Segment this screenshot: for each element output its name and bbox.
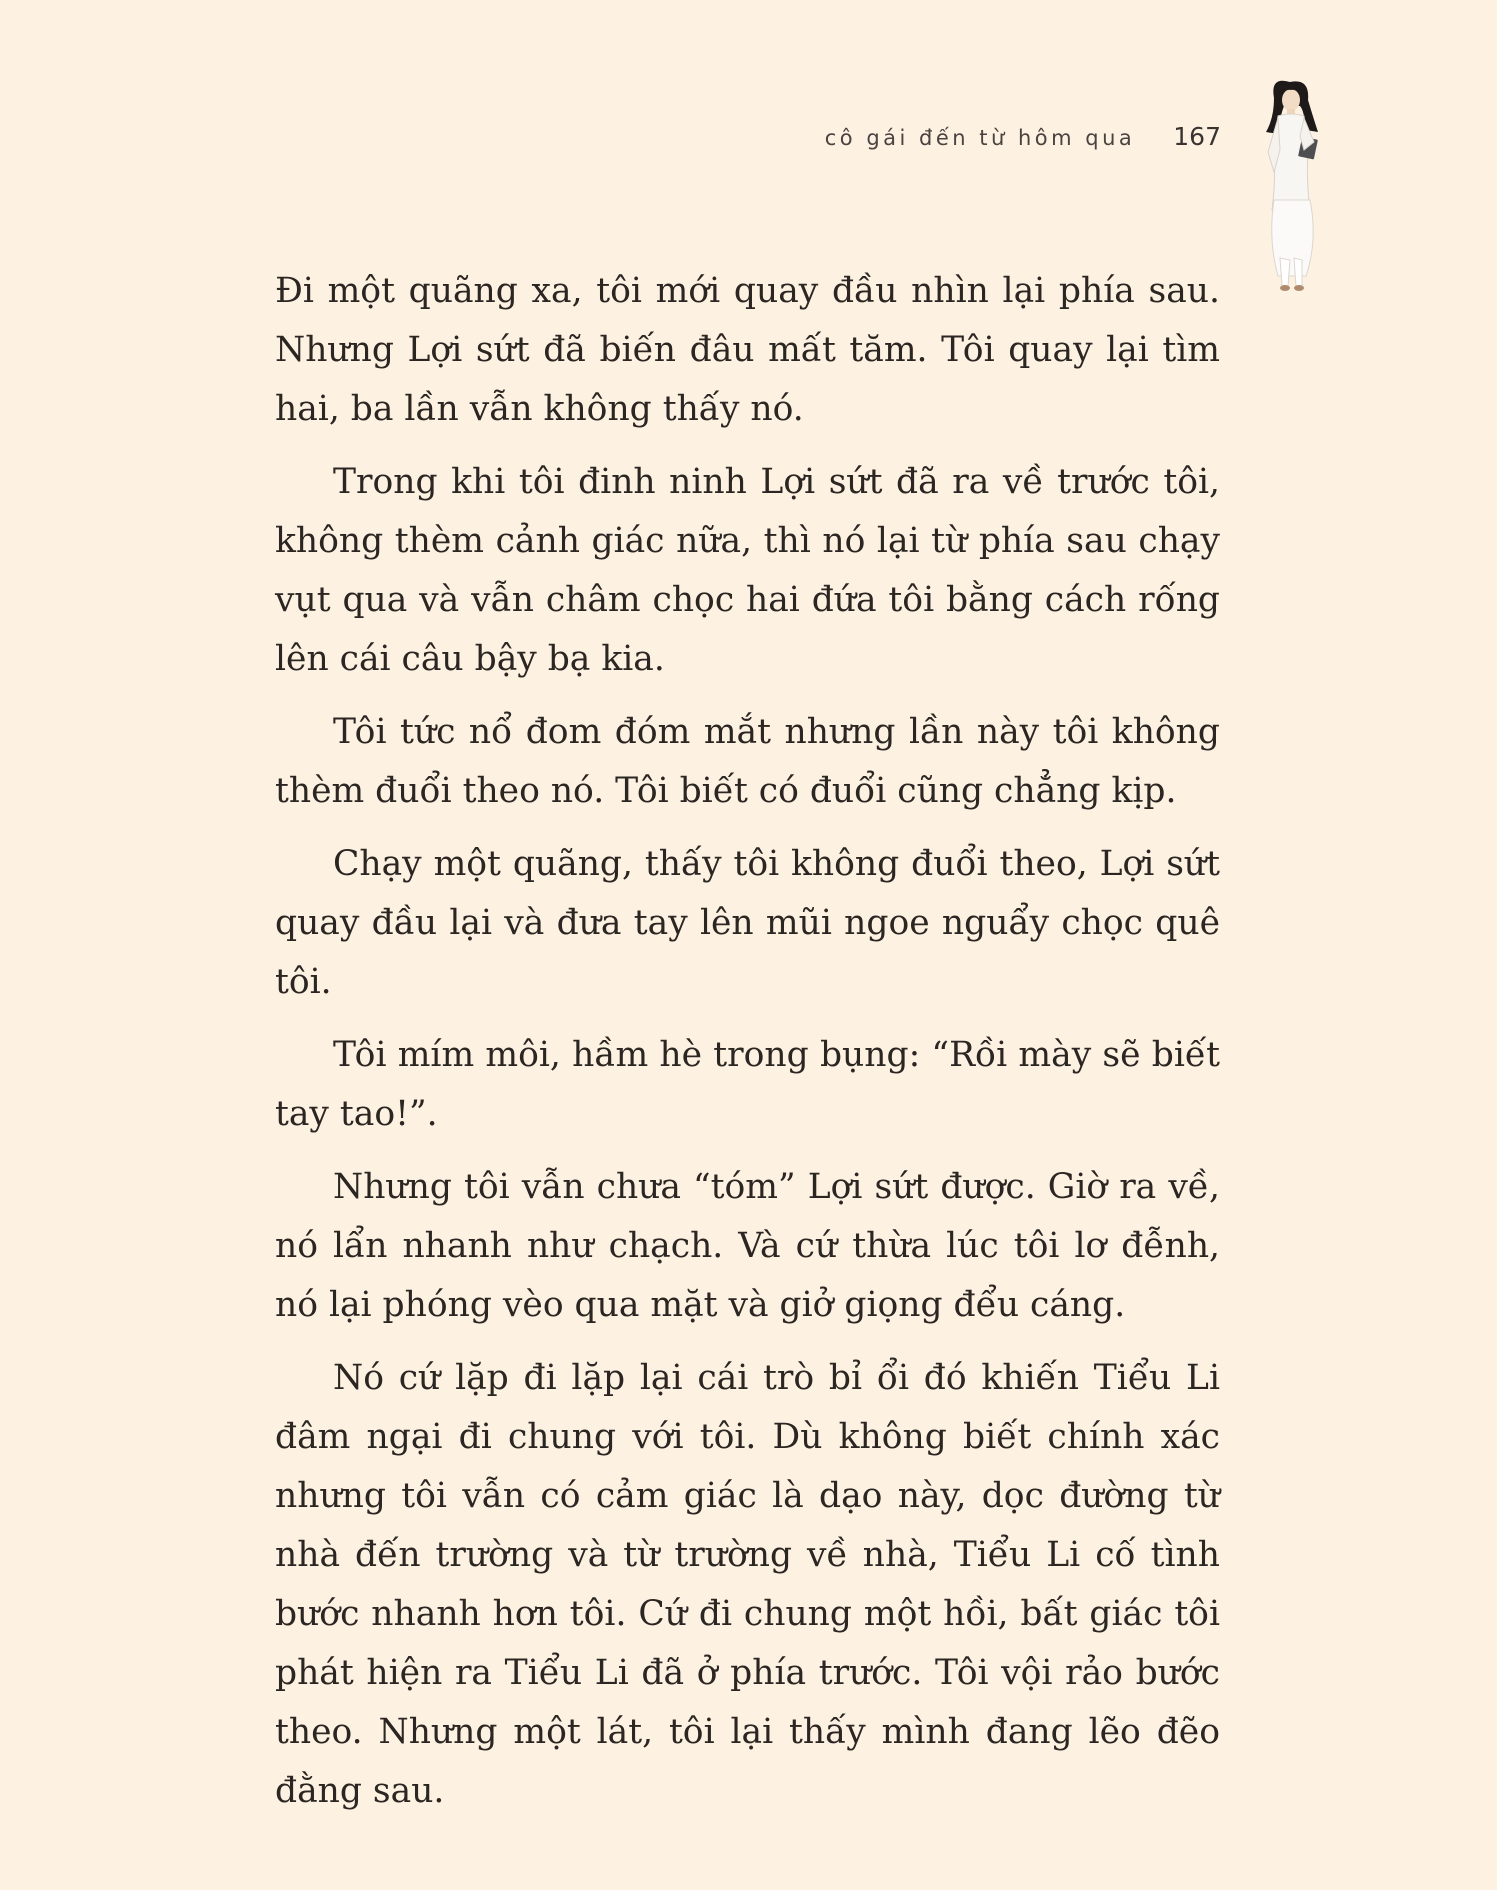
body-text bbox=[275, 262, 1220, 1835]
paragraph: Nhưng tôi vẫn chưa “tóm” Lợi sứt được. Giờ ra về, nó lẩn nhanh như chạch. Và cứ thừa lúc tôi lơ đễnh, nó lại phóng vèo qua mặt và giở giọng đểu cáng. bbox=[275, 1167, 1220, 1325]
page-number: 167 bbox=[1173, 122, 1221, 151]
paragraph: Tôi tức nổ đom đóm mắt nhưng lần này tôi không thèm đuổi theo nó. Tôi biết có đuổi cũng chẳng kịp. bbox=[275, 712, 1220, 811]
book-title: cô gái đến từ hôm qua bbox=[824, 126, 1136, 150]
girl-in-ao-dai-icon bbox=[1248, 80, 1338, 295]
paragraph: Tôi mím môi, hầm hè trong bụng: “Rồi mày sẽ biết tay tao!”. bbox=[275, 1035, 1220, 1134]
paragraph: Đi một quãng xa, tôi mới quay đầu nhìn lại phía sau. Nhưng Lợi sứt đã biến đâu mất tăm. Tôi quay lại tìm hai, ba lần vẫn không thấy nó. bbox=[275, 271, 1220, 429]
paragraph: Nó cứ lặp đi lặp lại cái trò bỉ ổi đó khiến Tiểu Li đâm ngại đi chung với tôi. Dù không biết chính xác nhưng tôi vẫn có cảm giác là dạo này, dọc đường từ nhà đến trường và từ trường về nhà, Tiểu Li cố tình bước nhanh hơn tôi. Cứ đi chung một hồi, bất giác tôi phát hiện ra Tiểu Li đã ở phía trước. Tôi vội rảo bước theo. Nhưng một lát, tôi lại thấy mình đang lẽo đẽo đằng sau. bbox=[275, 1358, 1220, 1811]
paragraph: Trong khi tôi đinh ninh Lợi sứt đã ra về trước tôi, không thèm cảnh giác nữa, thì nó lại từ phía sau chạy vụt qua và vẫn châm chọc hai đứa tôi bằng cách rống lên cái câu bậy bạ kia. bbox=[275, 462, 1220, 679]
paragraph: Chạy một quãng, thấy tôi không đuổi theo, Lợi sứt quay đầu lại và đưa tay lên mũi ngoe nguẩy chọc quê tôi. bbox=[275, 844, 1220, 1002]
running-head bbox=[825, 122, 1221, 151]
